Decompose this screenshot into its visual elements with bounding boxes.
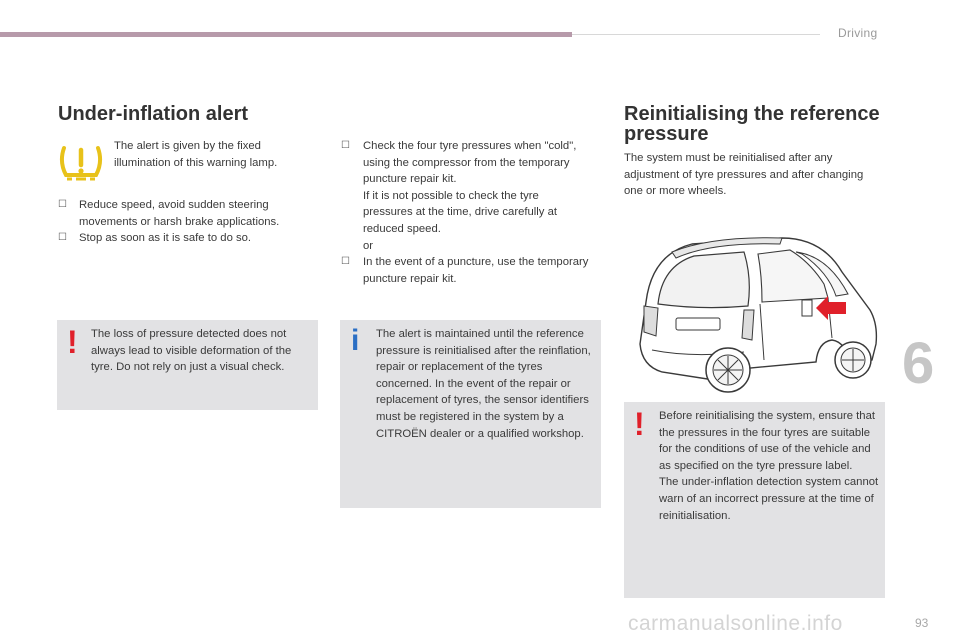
left-bullet-list: [58, 197, 308, 247]
page-number: 93: [915, 616, 929, 630]
watermark: carmanualsonline.info: [628, 612, 843, 635]
paragraph: The under-inflation detection system cannot warn of an incorrect pressure at the time of reinitialisation.: [659, 476, 879, 522]
right-intro: The system must be reinitialised after any adjustment of tyre pressures and after changing one or more wheels.: [624, 152, 864, 198]
right-heading-line2: pressure: [624, 123, 709, 145]
tyre-pressure-warning-icon: [58, 142, 104, 182]
list-item: ☐ Reduce speed, avoid sudden steering movements or harsh brake applications.: [58, 199, 280, 228]
door-flap: [802, 300, 812, 316]
right-heading-line1: Reinitialising the reference: [624, 103, 880, 125]
list-item: ☐ Stop as soon as it is safe to do so.: [58, 230, 308, 247]
chapter-number: 6: [902, 331, 935, 396]
warning-exclamation-icon: !: [634, 406, 645, 442]
middle-instructions: [341, 138, 601, 287]
right-heading: [624, 104, 904, 144]
list-item: [341, 254, 601, 287]
line: pressures at the time, drive carefully at: [363, 206, 558, 219]
line: If it is not possible to check the tyre: [363, 189, 539, 202]
header-accent-bar: [0, 32, 572, 37]
warning-box-right-text: [659, 408, 881, 524]
or-separator: or: [363, 239, 374, 252]
checkbox-icon: ☐: [341, 256, 350, 268]
list-item-text: In the event of a puncture, use the temporary puncture repair kit.: [363, 256, 589, 285]
line: Check the four tyre pressures when "cold",: [363, 140, 577, 152]
line: using the compressor from the temporary: [363, 156, 570, 169]
list-item: [341, 138, 601, 254]
left-heading: Under-inflation alert: [58, 103, 249, 125]
warning-box-right: [624, 402, 885, 598]
header-rule: [572, 34, 820, 35]
info-box: [340, 320, 601, 508]
checkbox-icon: ☐: [58, 232, 67, 244]
line: reduced speed.: [363, 222, 441, 235]
warning-exclamation-icon: !: [67, 324, 78, 360]
warning-box-text: The loss of pressure detected does not always lead to visible deformation of the tyre. Do not rely on just a visual check.: [91, 328, 292, 374]
checkbox-icon: ☐: [341, 140, 350, 151]
line: puncture repair kit.: [363, 173, 457, 186]
info-icon: i: [351, 324, 360, 357]
checkbox-icon: ☐: [58, 199, 67, 210]
car-illustration: [632, 232, 882, 400]
warning-box-left: [57, 320, 318, 410]
lamp-description: The alert is given by the fixed illumination of this warning lamp.: [114, 140, 278, 169]
paragraph: Before reinitialising the system, ensure that the pressures in the four tyres are suitable for the conditions of use of the vehicle and as specified on the tyre pressure label.: [659, 410, 876, 472]
info-box-text: The alert is maintained until the reference pressure is reinitialised after the reinflation, repair or replacement of the tyres concerned. In the event of the repair or replacement of tyres, the sensor identifiers must be registered in the system by a CITROËN dealer or a qualified workshop.: [376, 328, 591, 440]
section-title: Driving: [838, 26, 878, 40]
